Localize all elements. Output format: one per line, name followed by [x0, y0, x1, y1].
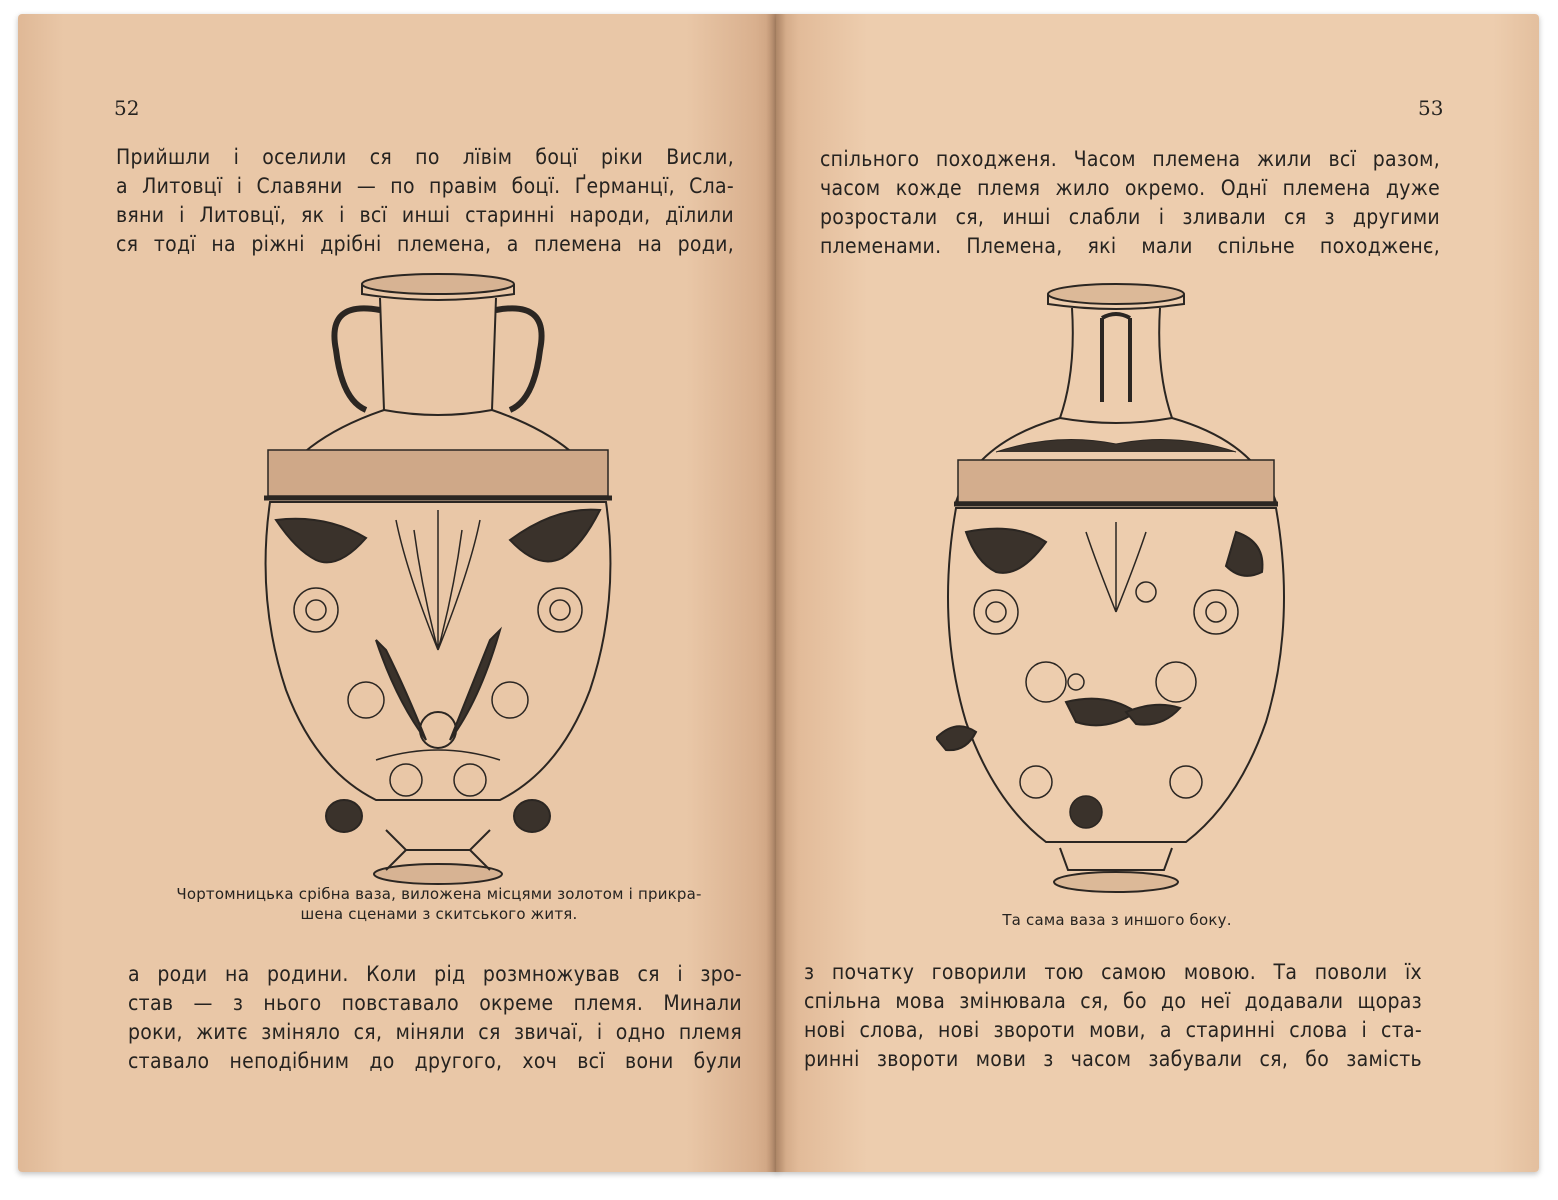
text-line: нові слова, нові звороти мови, а старинні слова і ста-: [804, 1018, 1422, 1042]
text-line: а роди на родини. Коли рід розмножував ся і зро-: [128, 962, 742, 986]
text-line: ринні звороти мови з часом забували ся, бо замість: [804, 1047, 1422, 1071]
left-top-paragraph: [116, 143, 734, 259]
text-line: роки, житє зміняло ся, міняли ся звичаї, і одно племя: [128, 1020, 742, 1044]
left-bottom-paragraph: [128, 960, 742, 1076]
page-number-left: 52: [114, 96, 140, 120]
text-line: з початку говорили тою самою мовою. Та поволи їх: [804, 960, 1422, 984]
vase-illustration-left: [256, 270, 620, 890]
page-number-right: 53: [1418, 96, 1444, 120]
book-gutter: [766, 14, 786, 1172]
caption-line: Та сама ваза з иншого боку.: [1002, 911, 1232, 929]
text-line: вяни і Литовцї, як і всї инші старинні народи, дїлили: [116, 203, 734, 227]
text-line: Прийшли і оселили ся по лївім боцї ріки Висли,: [116, 145, 734, 169]
text-line: племенами. Племена, які мали спільне походженє,: [820, 234, 1440, 258]
text-line: розростали ся, инші слабли і зливали ся з другими: [820, 205, 1440, 229]
text-line: спільна мова змінювала ся, бо до неї додавали щораз: [804, 989, 1422, 1013]
caption-line: шена сценами з скитського житя.: [300, 905, 578, 923]
text-line: ся тодї на ріжні дрібні племена, а племена на роди,: [116, 232, 734, 256]
text-line: ставало неподібним до другого, хоч всї вони були: [128, 1049, 742, 1073]
right-top-paragraph: [820, 145, 1440, 261]
text-line: часом кожде племя жило окремо. Однї племена дуже: [820, 176, 1440, 200]
vase-illustration-right: [936, 282, 1306, 894]
text-line: спільного походженя. Часом племена жили всї разом,: [820, 147, 1440, 171]
text-line: став — з нього повставало окреме племя. Минали: [128, 991, 742, 1015]
figure-caption-left: [124, 884, 754, 924]
figure-caption-right: [900, 910, 1334, 930]
text-line: а Литовцї і Славяни — по правім боцї. Ґерманцї, Сла-: [116, 174, 734, 198]
caption-line: Чортомницька срібна ваза, виложена місцями золотом і прикра-: [176, 885, 702, 903]
right-bottom-paragraph: [804, 958, 1422, 1074]
